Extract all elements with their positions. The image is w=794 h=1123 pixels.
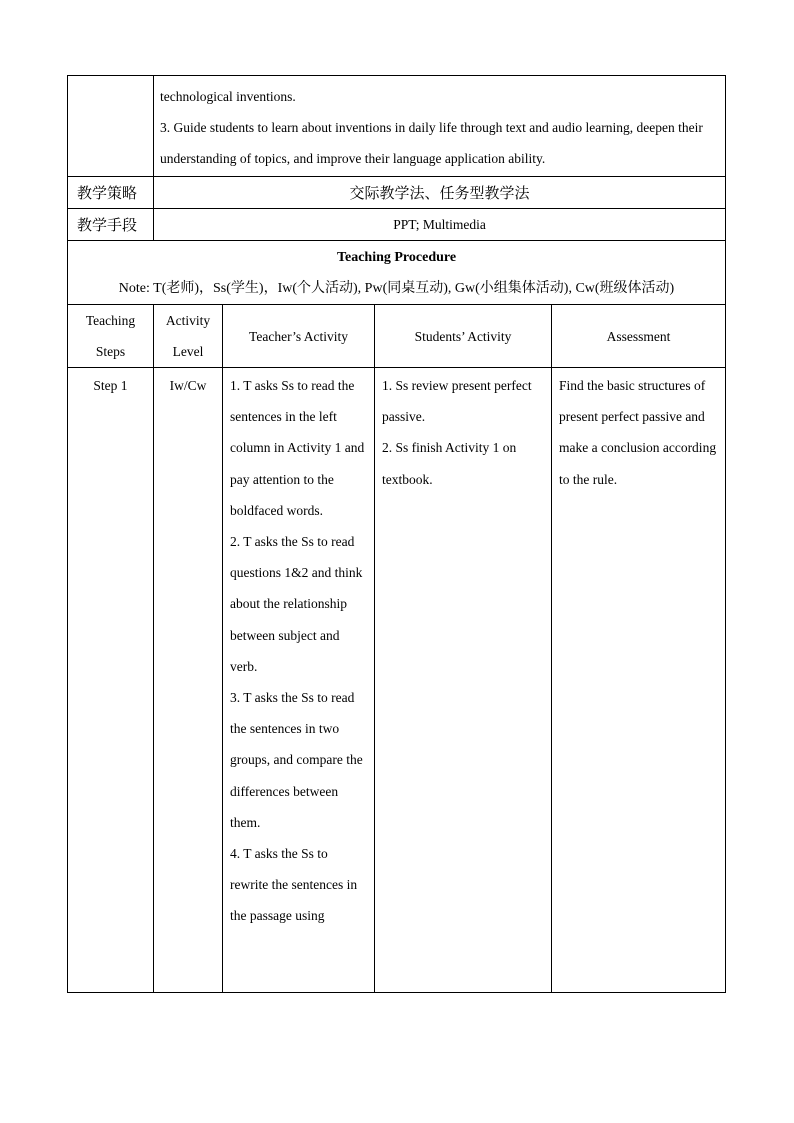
column-header-row — [68, 305, 726, 368]
students-activity-item: 2. Ss finish Activity 1 on textbook. — [382, 440, 517, 487]
header-steps-line2: Steps — [95, 344, 126, 359]
teacher-activity-item: 2. T asks the Ss to read questions 1&2 and think about the relationship between subject and verb. — [230, 534, 363, 674]
header-assessment: Assessment — [552, 305, 726, 368]
step1-teacher-activity — [223, 368, 375, 993]
header-students-activity: Students’ Activity — [375, 305, 552, 368]
step1-level: Iw/Cw — [154, 368, 223, 993]
procedure-row — [68, 241, 726, 305]
header-teaching-steps — [68, 305, 154, 368]
strategy-value: 交际教学法、任务型教学法 — [154, 177, 726, 209]
teacher-activity-item: 4. T asks the Ss to rewrite the sentences in the passage using — [230, 846, 358, 924]
objectives-label-cell — [68, 76, 154, 177]
teacher-activity-item: 1. T asks Ss to read the sentences in the left column in Activity 1 and pay attention to the boldfaced words. — [230, 378, 365, 518]
strategy-label: 教学策略 — [68, 177, 154, 209]
means-value: PPT; Multimedia — [154, 209, 726, 241]
procedure-title: Teaching Procedure — [336, 250, 457, 265]
step1-label: Step 1 — [68, 368, 154, 993]
step1-assessment: Find the basic structures of present perfect passive and make a conclusion according to the rule. — [552, 368, 726, 993]
step1-students-activity — [375, 368, 552, 993]
means-row — [68, 209, 726, 241]
objectives-cell — [154, 76, 726, 177]
students-activity-item: 1. Ss review present perfect passive. — [382, 378, 532, 425]
means-label: 教学手段 — [68, 209, 154, 241]
teacher-activity-item: 3. T asks the Ss to read the sentences in two groups, and compare the differences between them. — [230, 690, 363, 830]
objectives-row — [68, 76, 726, 177]
objective-item-3: 3. Guide students to learn about inventions in daily life through text and audio learning, deepen their understanding of topics, and improve their language application ability. — [160, 120, 703, 166]
objective-line: technological inventions. — [160, 89, 296, 104]
step1-row — [68, 368, 726, 993]
header-steps-line1: Teaching — [85, 313, 136, 328]
header-level-line2: Level — [172, 344, 204, 359]
procedure-cell — [68, 241, 726, 305]
strategy-row — [68, 177, 726, 209]
header-level-line1: Activity — [165, 313, 211, 328]
header-activity-level — [154, 305, 223, 368]
header-teachers-activity: Teacher’s Activity — [223, 305, 375, 368]
procedure-note: Note: T(老师)，Ss(学生)，Iw(个人活动), Pw(同桌互动), Gw(小组集体活动), Cw(班级体活动) — [118, 281, 675, 296]
lesson-plan-table — [67, 75, 726, 993]
